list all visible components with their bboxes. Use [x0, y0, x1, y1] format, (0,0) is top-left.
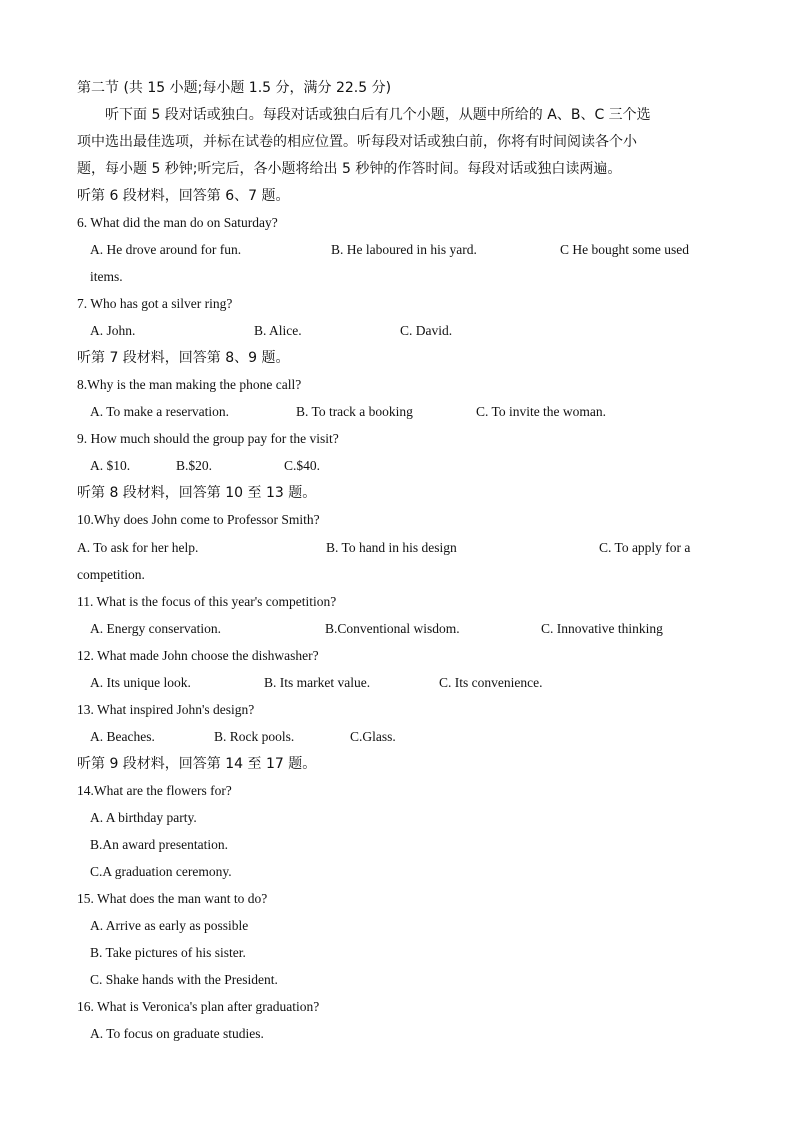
question-stem: 12. What made John choose the dishwasher?	[77, 648, 319, 663]
question-options-line	[0, 563, 794, 587]
option-c: C. To invite the woman.	[476, 404, 607, 419]
option-c-continued: items.	[90, 269, 123, 284]
option-a: A. John.	[90, 323, 136, 338]
question-stem-line	[0, 779, 794, 803]
option-c: C He bought some used	[560, 242, 689, 257]
option-b: B.An award presentation.	[90, 837, 228, 852]
question-options-line	[0, 1022, 794, 1046]
question-stem-line	[0, 508, 794, 532]
section-title-line	[0, 76, 794, 100]
question-options-line	[0, 400, 794, 424]
question-options-line	[0, 914, 794, 938]
option-c: C. Innovative thinking	[541, 621, 663, 636]
question-stem: 8.Why is the man making the phone call?	[77, 377, 302, 392]
option-b: B. Alice.	[254, 323, 302, 338]
question-stem: 15. What does the man want to do?	[77, 891, 268, 906]
question-stem-line	[0, 698, 794, 722]
group-heading: 听第 6 段材料，回答第 6、7 题。	[77, 188, 290, 204]
option-b: B. To track a booking	[296, 404, 413, 419]
option-a: A. Its unique look.	[90, 675, 191, 690]
intro-line	[0, 130, 794, 154]
question-options-line	[0, 238, 794, 262]
question-options-line	[0, 968, 794, 992]
question-options-line	[0, 806, 794, 830]
option-b: B.Conventional wisdom.	[325, 621, 460, 636]
question-options-line	[0, 725, 794, 749]
option-a: A. Arrive as early as possible	[90, 918, 249, 933]
question-options-line	[0, 265, 794, 289]
question-options-line	[0, 536, 794, 560]
option-b: B. Rock pools.	[214, 729, 295, 744]
option-c: C. David.	[400, 323, 453, 338]
option-a: A. Energy conservation.	[90, 621, 221, 636]
section-title: 第二节 (共 15 小题;每小题 1.5 分，满分 22.5 分)	[77, 80, 392, 96]
question-options-line	[0, 833, 794, 857]
question-stem-line	[0, 211, 794, 235]
option-b: B. Its market value.	[264, 675, 371, 690]
question-stem: 14.What are the flowers for?	[77, 783, 232, 798]
question-stem-line	[0, 887, 794, 911]
option-c: C.$40.	[284, 458, 321, 473]
option-b: B. Take pictures of his sister.	[90, 945, 246, 960]
option-a: A. To make a reservation.	[90, 404, 230, 419]
intro-line	[0, 103, 794, 127]
option-c-continued: competition.	[77, 567, 145, 582]
question-options-line	[0, 671, 794, 695]
question-stem-line	[0, 644, 794, 668]
option-c: C. Its convenience.	[439, 675, 543, 690]
group-heading-line	[0, 184, 794, 208]
question-options-line	[0, 860, 794, 884]
option-b: B. He laboured in his yard.	[331, 242, 477, 257]
option-a: A. To ask for her help.	[77, 540, 199, 555]
option-c: C. Shake hands with the President.	[90, 972, 278, 987]
question-stem-line	[0, 427, 794, 451]
question-stem: 6. What did the man do on Saturday?	[77, 215, 278, 230]
intro-text: 听下面 5 段对话或独白。每段对话或独白后有几个小题，从题中所给的 A、B、C 三个选	[105, 107, 651, 123]
option-a: A. Beaches.	[90, 729, 155, 744]
question-stem-line	[0, 590, 794, 614]
intro-text: 项中选出最佳选项，并标在试卷的相应位置。听每段对话或独白前，你将有时间阅读各个小	[77, 134, 637, 150]
question-options-line	[0, 941, 794, 965]
question-stem: 11. What is the focus of this year's competition?	[77, 594, 337, 609]
question-options-line	[0, 319, 794, 343]
question-stem-line	[0, 995, 794, 1019]
question-stem-line	[0, 373, 794, 397]
question-stem: 7. Who has got a silver ring?	[77, 296, 233, 311]
question-options-line	[0, 617, 794, 641]
option-b: B. To hand in his design	[326, 540, 457, 555]
intro-line	[0, 157, 794, 181]
option-b: B.$20.	[176, 458, 213, 473]
group-heading-line	[0, 346, 794, 370]
question-stem: 10.Why does John come to Professor Smith?	[77, 512, 320, 527]
question-stem: 16. What is Veronica's plan after graduation?	[77, 999, 320, 1014]
option-a: A. $10.	[90, 458, 131, 473]
question-stem-line	[0, 292, 794, 316]
group-heading: 听第 7 段材料，回答第 8、9 题。	[77, 350, 290, 366]
question-options-line	[0, 454, 794, 478]
group-heading-line	[0, 752, 794, 776]
question-stem: 9. How much should the group pay for the visit?	[77, 431, 339, 446]
group-heading: 听第 8 段材料，回答第 10 至 13 题。	[77, 485, 317, 501]
question-stem: 13. What inspired John's design?	[77, 702, 255, 717]
option-c: C.Glass.	[350, 729, 396, 744]
option-c: C. To apply for a	[599, 540, 691, 555]
option-c: C.A graduation ceremony.	[90, 864, 232, 879]
intro-text: 题，每小题 5 秒钟;听完后，各小题将给出 5 秒钟的作答时间。每段对话或独白读两遍。	[77, 161, 622, 177]
option-a: A. A birthday party.	[90, 810, 197, 825]
option-a: A. He drove around for fun.	[90, 242, 242, 257]
group-heading-line	[0, 481, 794, 505]
group-heading: 听第 9 段材料，回答第 14 至 17 题。	[77, 756, 317, 772]
option-a: A. To focus on graduate studies.	[90, 1026, 264, 1041]
